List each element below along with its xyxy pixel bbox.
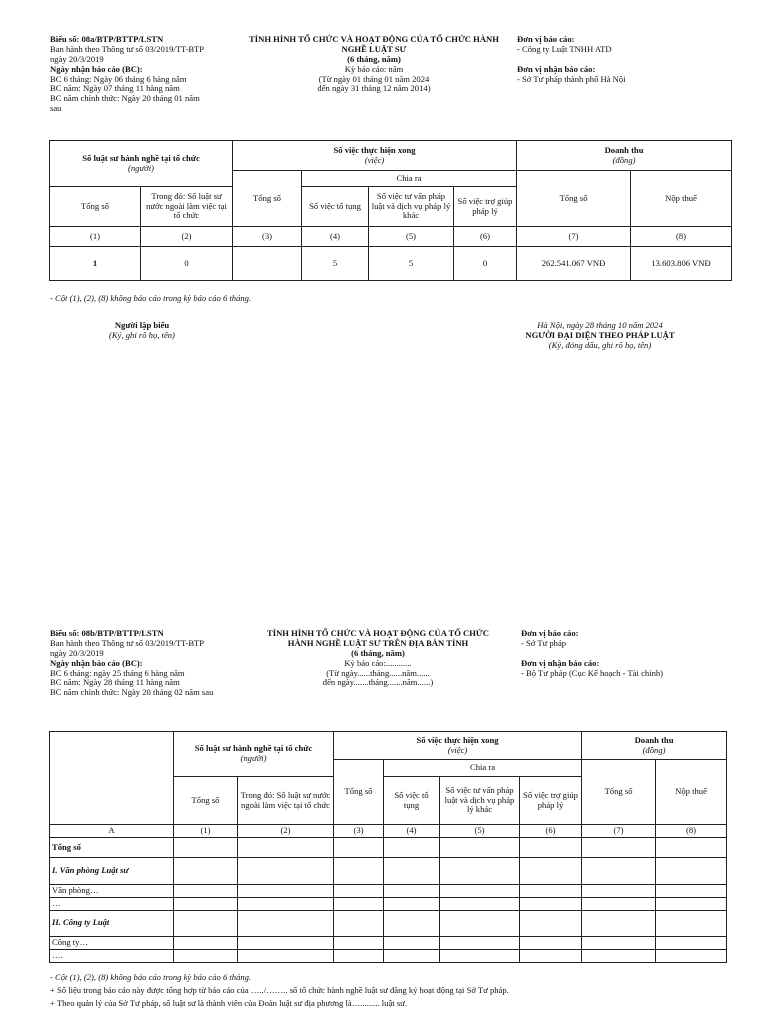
form2-h-chiara: Chia ra bbox=[384, 760, 582, 777]
form2-title-block bbox=[238, 629, 518, 688]
form2-bc-official: BC năm chính thức: Ngày 20 tháng 02 năm sau bbox=[50, 687, 214, 698]
form1-colnum: (3) bbox=[233, 227, 302, 247]
form1-h-chiara: Chia ra bbox=[302, 171, 517, 187]
form2-h-tax: Nộp thuế bbox=[656, 760, 727, 825]
form2-unit: - Sở Tư pháp bbox=[521, 637, 567, 648]
form2-h-aid: Số việc trợ giúp pháp lý bbox=[520, 777, 582, 825]
table-row bbox=[50, 885, 727, 898]
form2-h-blank bbox=[50, 732, 174, 825]
form2-to: đến ngày.......tháng.......năm......) bbox=[322, 677, 434, 688]
form1-from: (Từ ngày 01 tháng 01 năm 2024 bbox=[318, 73, 430, 84]
form1-sign-right-sub: (Ký, đóng dấu, ghi rõ họ, tên) bbox=[548, 339, 652, 350]
form1-colnum: (1) bbox=[50, 227, 141, 247]
form2-row-label: Công ty… bbox=[50, 936, 174, 949]
form2-h-rev-total: Tổng số bbox=[582, 760, 656, 825]
form2-title-2: HÀNH NGHỀ LUẬT SƯ TRÊN ĐỊA BÀN TỈNH bbox=[287, 637, 469, 648]
form2-bc-6-months: BC 6 tháng: ngày 25 tháng 6 hàng năm bbox=[50, 667, 185, 678]
form2-table bbox=[49, 731, 727, 963]
form1-sign-left-title: Người lập biểu bbox=[114, 320, 170, 330]
form1-cell-aid: 0 bbox=[454, 247, 517, 281]
form2-h-total: Tổng số bbox=[174, 777, 238, 825]
form2-h-litigation: Số việc tố tụng bbox=[384, 777, 440, 825]
form2-title-1: TÌNH HÌNH TỔ CHỨC VÀ HOẠT ĐỘNG CỦA TỔ CHỨC bbox=[267, 628, 489, 638]
form2-title-3: (6 tháng, năm) bbox=[351, 647, 405, 658]
form2-colnum: (7) bbox=[582, 825, 656, 838]
form2-recv: - Bộ Tư pháp (Cục Kế hoạch - Tài chính) bbox=[521, 667, 664, 678]
form2-issued-1: Ban hành theo Thông tư số 03/2019/TT-BTP bbox=[50, 637, 205, 648]
form1-cell-tax: 13.603.806 VNĐ bbox=[631, 247, 732, 281]
form1-cell-revenue: 262.541.067 VNĐ bbox=[517, 247, 631, 281]
form2-note-1: - Cột (1), (2), (8) không báo cáo trong kỳ báo cáo 6 tháng. bbox=[50, 972, 252, 982]
form2-h-revenue: Doanh thu (đồng) bbox=[582, 732, 727, 760]
form1-h-lawyers: Số luật sư hành nghề tại tổ chức (người) bbox=[50, 141, 233, 187]
form1-sign-date: Hà Nội, ngày 28 tháng 10 năm 2024 bbox=[537, 320, 663, 330]
form1-title-block bbox=[232, 35, 516, 94]
form2-h-consult: Số việc tư vấn pháp luật và dịch vụ pháp lý khác bbox=[440, 777, 520, 825]
form2-from: (Từ ngày......tháng......năm...... bbox=[326, 667, 430, 678]
form2-colnum: (6) bbox=[520, 825, 582, 838]
form1-unit-title: Đơn vị báo cáo: bbox=[517, 34, 575, 44]
form2-colnum: (1) bbox=[174, 825, 238, 838]
form2-row-label: …. bbox=[50, 949, 174, 962]
form2-note-3: + Theo quản lý của Sở Tư pháp, số luật sư là thành viên của Đoàn luật sư địa phương là…......... luật sư. bbox=[50, 998, 407, 1008]
form2-colnum: (4) bbox=[384, 825, 440, 838]
form2-row-label: II. Công ty Luật bbox=[50, 910, 174, 936]
form2-row-label: … bbox=[50, 897, 174, 910]
form2-bc-year: BC năm: Ngày 28 tháng 11 hàng năm bbox=[50, 677, 180, 688]
form1-h-litigation: Số việc tố tụng bbox=[302, 187, 369, 227]
form1-h-cases-total: Tổng số bbox=[233, 171, 302, 227]
form1-title-1: TÌNH HÌNH TỔ CHỨC VÀ HOẠT ĐỘNG CỦA TỔ CHỨC HÀNH bbox=[249, 34, 499, 44]
form2-colnum: (5) bbox=[440, 825, 520, 838]
form2-left-block bbox=[50, 629, 250, 698]
form1-colnum: (4) bbox=[302, 227, 369, 247]
form2-h-lawyers: Số luật sư hành nghề tại tổ chức (người) bbox=[174, 732, 334, 777]
form1-colnum: (7) bbox=[517, 227, 631, 247]
table-row bbox=[50, 838, 727, 858]
form2-period: Kỳ báo cáo:............ bbox=[344, 657, 412, 668]
form1-issued-2: ngày 20/3/2019 bbox=[50, 53, 104, 64]
form1-receive-title: Ngày nhận báo cáo (BC): bbox=[50, 63, 143, 74]
form1-code: Biểu số: 08a/BTP/BTTP/LSTN bbox=[50, 34, 164, 44]
form1-h-revenue: Doanh thu (đồng) bbox=[517, 141, 732, 171]
form2-receive-title: Ngày nhận báo cáo (BC): bbox=[50, 657, 143, 668]
form1-h-rev-total: Tổng số bbox=[517, 171, 631, 227]
form1-sign-left bbox=[62, 321, 222, 341]
form1-h-total: Tổng số bbox=[50, 187, 141, 227]
form1-colnum: (2) bbox=[141, 227, 233, 247]
form1-note: - Cột (1), (2), (8) không báo cáo trong kỳ báo cáo 6 tháng. bbox=[50, 293, 252, 303]
form1-colnum: (8) bbox=[631, 227, 732, 247]
form1-right-block bbox=[517, 35, 717, 85]
form1-bc-official-1: BC năm chính thức: Ngày 20 tháng 01 năm bbox=[50, 93, 200, 104]
form2-colnum: (8) bbox=[656, 825, 727, 838]
form2-unit-title: Đơn vị báo cáo: bbox=[521, 628, 579, 638]
form1-h-aid: Số việc trợ giúp pháp lý bbox=[454, 187, 517, 227]
form1-title-2: NGHỀ LUẬT SƯ bbox=[341, 43, 407, 54]
form2-h-cases: Số việc thực hiện xong (việc) bbox=[334, 732, 582, 760]
form2-row-label: I. Văn phòng Luật sư bbox=[50, 858, 174, 885]
form2-colnum: (2) bbox=[238, 825, 334, 838]
form1-recv-title: Đơn vị nhận báo cáo: bbox=[517, 63, 596, 74]
form1-bc-year: BC năm: Ngày 07 tháng 11 hàng năm bbox=[50, 83, 180, 94]
form1-h-cases: Số việc thực hiện xong (việc) bbox=[233, 141, 517, 171]
table-row bbox=[50, 936, 727, 949]
form2-note-2: + Số liệu trong báo cáo này được tổng hợp từ báo cáo của …../…….. số tổ chức hành nghề luật sư đăng ký hoạt động tại Sở Tư pháp. bbox=[50, 985, 509, 995]
form2-colnum: A bbox=[50, 825, 174, 838]
form1-unit: - Công ty Luật TNHH ATD bbox=[517, 43, 612, 54]
form1-cell-consult: 5 bbox=[369, 247, 454, 281]
form1-table bbox=[49, 140, 732, 281]
form2-row-label: Tổng số bbox=[50, 838, 174, 858]
form2-h-foreign: Trong đó: Số luật sư nước ngoài làm việc tại tổ chức bbox=[238, 777, 334, 825]
table-row bbox=[50, 897, 727, 910]
form2-issued-2: ngày 20/3/2019 bbox=[50, 647, 104, 658]
form1-h-consult: Số việc tư vấn pháp luật và dịch vụ pháp lý khác bbox=[369, 187, 454, 227]
form1-to: đến ngày 31 tháng 12 năm 2014) bbox=[317, 83, 431, 94]
form1-cell-cases-total bbox=[233, 247, 302, 281]
form2-colnum: (3) bbox=[334, 825, 384, 838]
form1-bc-official-2: sau bbox=[50, 103, 62, 114]
form1-cell-foreign: 0 bbox=[141, 247, 233, 281]
form1-sign-right bbox=[480, 321, 720, 351]
form2-code: Biểu số: 08b/BTP/BTTP/LSTN bbox=[50, 628, 164, 638]
form1-period: Kỳ báo cáo: năm bbox=[344, 63, 404, 74]
form2-row-label: Văn phòng… bbox=[50, 885, 174, 898]
form1-h-foreign: Trong đó: Số luật sư nước ngoài làm việc tại tổ chức bbox=[141, 187, 233, 227]
form1-cell-litigation: 5 bbox=[302, 247, 369, 281]
form1-colnum: (5) bbox=[369, 227, 454, 247]
form1-left-block bbox=[50, 35, 240, 114]
form1-colnum: (6) bbox=[454, 227, 517, 247]
table-row bbox=[50, 949, 727, 962]
form1-recv: - Sở Tư pháp thành phố Hà Nội bbox=[517, 73, 626, 84]
form1-cell-lawyers-total: 1 bbox=[50, 247, 141, 281]
form2-right-block bbox=[521, 629, 741, 679]
form1-title-3: (6 tháng, năm) bbox=[347, 53, 401, 64]
form1-issued-1: Ban hành theo Thông tư số 03/2019/TT-BTP bbox=[50, 43, 205, 54]
form1-h-tax: Nộp thuế bbox=[631, 171, 732, 227]
form2-recv-title: Đơn vị nhận báo cáo: bbox=[521, 657, 600, 668]
form1-sign-left-sub: (Ký, ghi rõ họ, tên) bbox=[109, 329, 175, 340]
form1-bc-6-months: BC 6 tháng: Ngày 06 tháng 6 hàng năm bbox=[50, 73, 187, 84]
form2-h-cases-total: Tổng số bbox=[334, 760, 384, 825]
table-row bbox=[50, 910, 727, 936]
form1-sign-right-title: NGƯỜI ĐẠI DIỆN THEO PHÁP LUẬT bbox=[525, 329, 675, 340]
table-row bbox=[50, 858, 727, 885]
